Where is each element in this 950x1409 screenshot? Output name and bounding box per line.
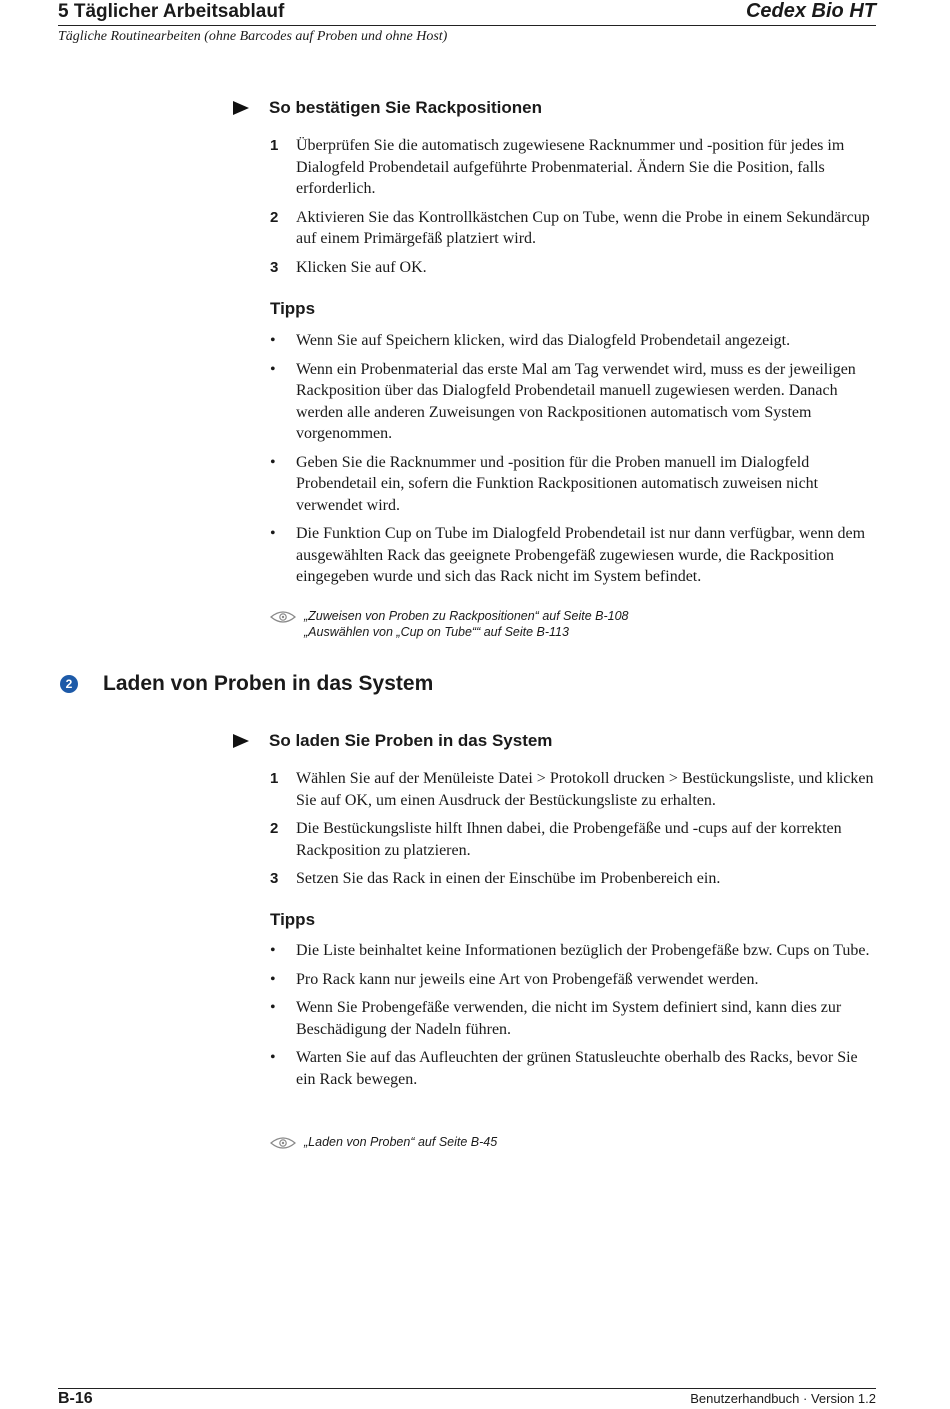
step-text: Klicken Sie auf OK. xyxy=(296,258,427,276)
section-number-badge: 2 xyxy=(60,675,78,693)
bullet: • xyxy=(270,970,276,988)
tip-text: Pro Rack kann nur jeweils eine Art von Probengefäß verwendet werden. xyxy=(296,970,759,988)
document-version: Benutzerhandbuch · Version 1.2 xyxy=(690,1391,876,1406)
chapter-title: 5 Täglicher Arbeitsablauf xyxy=(58,1,285,22)
list-item xyxy=(270,359,875,445)
cross-reference-2 xyxy=(270,1134,497,1150)
list-item xyxy=(270,330,875,352)
step-text: Die Bestückungsliste hilft Ihnen dabei, die Probengefäße und -cups auf der korrekten Rackposition zu platzieren. xyxy=(296,820,842,859)
step-number: 3 xyxy=(270,870,279,887)
bullet: • xyxy=(270,360,276,378)
procedure-heading-1 xyxy=(233,96,873,120)
step-text: Überprüfen Sie die automatisch zugewiesene Racknummer und -position für jedes im Dialogfeld Probendetail aufgeführte Probenmaterial. Ändern Sie die Position, falls erforderlich. xyxy=(296,137,845,197)
xref-link[interactable]: „Zuweisen von Proben zu Rackpositionen“ auf Seite B-108 xyxy=(304,609,629,623)
list-item xyxy=(270,969,875,991)
section-heading xyxy=(60,672,433,696)
step-text: Aktivieren Sie das Kontrollkästchen Cup on Tube, wenn die Probe in einem Sekundärcup auf einem Primärgefäß platziert wird. xyxy=(296,208,870,247)
step-number: 3 xyxy=(270,258,279,276)
xref-link[interactable]: „Laden von Proben“ auf Seite B-45 xyxy=(304,1135,498,1149)
step-text: Wählen Sie auf der Menüleiste Datei > Protokoll drucken > Bestückungsliste, und klicken Sie auf OK, um einen Ausdruck der Bestückungsliste zu erhalten. xyxy=(296,770,874,809)
tips-list-2 xyxy=(270,940,875,1097)
page-header xyxy=(58,0,876,45)
bullet: • xyxy=(270,942,276,959)
tip-text: Wenn Sie auf Speichern klicken, wird das Dialogfeld Probendetail angezeigt. xyxy=(296,332,791,349)
page-footer xyxy=(58,1388,876,1408)
header-subtitle: Tägliche Routinearbeiten (ohne Barcodes auf Proben und ohne Host) xyxy=(58,29,448,44)
page-number: B-16 xyxy=(58,1390,93,1407)
step-number: 1 xyxy=(270,770,279,787)
footer-rule xyxy=(58,1388,876,1389)
list-item xyxy=(270,997,875,1040)
step-text: Setzen Sie das Rack in einen der Einschübe im Probenbereich ein. xyxy=(296,870,721,887)
step-number: 2 xyxy=(270,208,279,226)
list-item xyxy=(270,523,875,588)
eye-icon xyxy=(270,610,296,624)
list-item xyxy=(270,818,875,861)
step-list-1 xyxy=(270,135,875,285)
tip-text: Warten Sie auf das Aufleuchten der grünen Statusleuchte oberhalb des Racks, bevor Sie ein Rack bewegen. xyxy=(296,1049,858,1088)
tips-list-1 xyxy=(270,330,875,595)
tip-text: Wenn Sie Probengefäße verwenden, die nicht im System definiert sind, kann dies zur Beschädigung der Nadeln führen. xyxy=(296,999,842,1038)
bullet: • xyxy=(270,453,276,471)
eye-icon xyxy=(270,1136,296,1150)
tip-text: Die Funktion Cup on Tube im Dialogfeld Probendetail ist nur dann verfügbar, wenn dem ausgewählten Rack das geeignete Probengefäß zugewiesen wurde, die Rackposition eingegeben wurde und sich das Rack nicht im System befindet. xyxy=(296,525,866,585)
list-item xyxy=(270,257,875,279)
header-rule xyxy=(58,25,876,26)
step-number: 2 xyxy=(270,820,279,837)
cross-reference-1 xyxy=(270,608,629,640)
tip-text: Die Liste beinhaltet keine Informationen bezüglich der Probengefäße bzw. Cups on Tube. xyxy=(296,942,870,959)
step-number: 1 xyxy=(270,137,279,154)
procedure-title: So bestätigen Sie Rackpositionen xyxy=(269,98,543,117)
bullet: • xyxy=(270,525,276,542)
bullet: • xyxy=(270,1049,276,1066)
triangle-arrow-icon xyxy=(233,101,249,115)
triangle-arrow-icon xyxy=(233,734,249,748)
list-item xyxy=(270,940,875,962)
list-item xyxy=(270,1047,875,1090)
tips-heading: Tipps xyxy=(270,910,316,929)
xref-link[interactable]: „Auswählen von „Cup on Tube““ auf Seite B-113 xyxy=(304,625,569,639)
tip-text: Geben Sie die Racknummer und -position für die Proben manuell im Dialogfeld Probendetail ein, sofern die Funktion Rackpositionen automatisch zuweisen nicht verwendet wird. xyxy=(296,453,819,514)
section-title: Laden von Proben in das System xyxy=(103,672,434,695)
tip-text: Wenn ein Probenmaterial das erste Mal am Tag verwendet wird, muss es der jeweiligen Rackposition über das Dialogfeld Probendetail manuell zugewiesen werden. Danach werden alle anderen Zuweisungen von Rackpositionen automatisch vom System vorgenommen. xyxy=(296,360,856,442)
procedure-heading-2 xyxy=(233,729,873,753)
procedure-title: So laden Sie Proben in das System xyxy=(269,731,553,750)
bullet: • xyxy=(270,332,276,349)
bullet: • xyxy=(270,999,276,1016)
list-item xyxy=(270,207,875,250)
list-item xyxy=(270,135,875,200)
brand-name: Cedex Bio HT xyxy=(745,0,876,22)
step-list-2 xyxy=(270,768,875,897)
list-item xyxy=(270,452,875,517)
list-item xyxy=(270,868,875,890)
tips-heading: Tipps xyxy=(270,299,316,318)
list-item xyxy=(270,768,875,811)
